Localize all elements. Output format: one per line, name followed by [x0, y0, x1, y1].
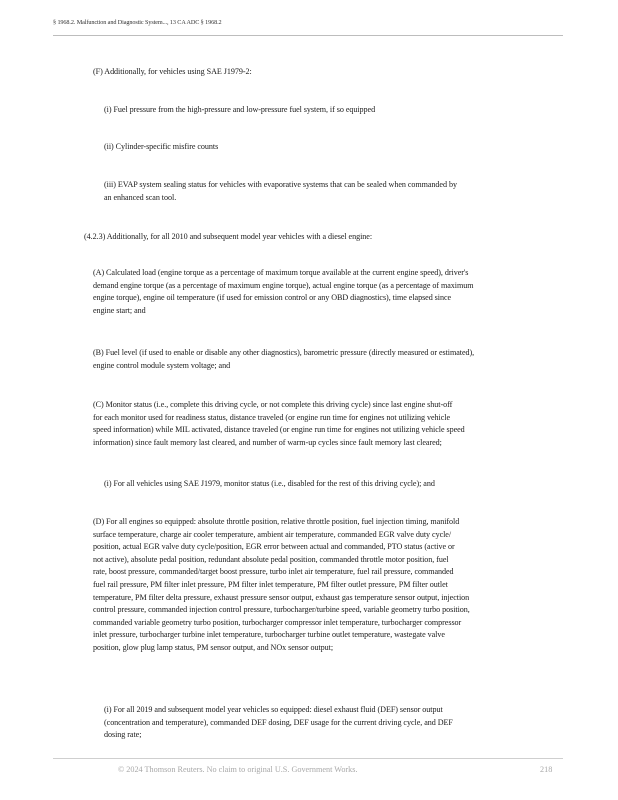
text-line: (ii) Cylinder-specific misfire counts [104, 142, 219, 151]
text-line: (4.2.3) Additionally, for all 2010 and subsequent model year vehicles with a diesel engine: [84, 232, 373, 241]
text-line: for each monitor used for readiness status, distance traveled (or engine run time for engines not utilizing vehicle [93, 412, 451, 422]
text-line: (D) For all engines so equipped: absolute throttle position, relative throttle position, fuel injection timing, manifold [93, 517, 460, 526]
text-line: rate, boost pressure, commanded/target boost pressure, turbo inlet air temperature, fuel rail pressure, commanded [93, 567, 454, 577]
text-line: (B) Fuel level (if used to enable or disable any other diagnostics), barometric pressure (directly measured or estimated), [93, 348, 475, 357]
paragraph-f-iii [104, 179, 457, 204]
text-line: speed information) while MIL activated, distance traveled (or engine run time for engines not utilizing vehicle speed [93, 425, 465, 435]
text-line: inlet pressure, turbocharger turbine inlet temperature, turbocharger turbine outlet temperature, wastegate valve [93, 630, 445, 640]
paragraph-c-monitor-status [93, 399, 465, 449]
text-line: not active), absolute pedal position, redundant absolute pedal position, commanded throttle motor position, fuel [93, 554, 449, 564]
text-line: fuel rail pressure, PM filter inlet pressure, PM filter inlet temperature, PM filter outlet pressure, PM filter outlet [93, 579, 448, 589]
text-line: (concentration and temperature), commanded DEF dosing, DEF usage for the current driving cycle, and DEF [104, 717, 453, 727]
text-line: engine start; and [93, 305, 146, 315]
text-line: position, actual EGR valve duty cycle/position, EGR error between actual and commanded, PTO status (active or [93, 542, 455, 552]
text-line: (i) For all 2019 and subsequent model year vehicles so equipped: diesel exhaust fluid (DEF) sensor output [104, 705, 443, 714]
text-line: (i) For all vehicles using SAE J1979, monitor status (i.e., disabled for the rest of this driving cycle); and [104, 479, 435, 488]
paragraph-f-i [104, 104, 375, 117]
paragraph-4-2-3 [84, 231, 372, 244]
text-line: (C) Monitor status (i.e., complete this driving cycle, or not complete this driving cycle) since last engine shut-off [93, 400, 453, 409]
text-line: (A) Calculated load (engine torque as a percentage of maximum torque available at the current engine speed), driver's [93, 268, 469, 277]
text-line: engine control module system voltage; and [93, 360, 231, 370]
footer-copyright: © 2024 Thomson Reuters. No claim to original U.S. Government Works. [118, 765, 358, 774]
text-line: demand engine torque (as a percentage of maximum engine torque), actual engine torque (as a percentage of maximum [93, 280, 474, 290]
text-line: commanded variable geometry turbo position, turbocharger compressor inlet temperature, turbocharger compressor [93, 617, 462, 627]
paragraph-a-calculated-load [93, 267, 473, 317]
paragraph-b-fuel-level [93, 347, 474, 372]
text-line: an enhanced scan tool. [104, 192, 177, 202]
text-line: (F) Additionally, for vehicles using SAE J1979-2: [93, 67, 252, 76]
text-line: dosing rate; [104, 730, 142, 740]
paragraph-f-ii [104, 141, 218, 154]
text-line: (iii) EVAP system sealing status for vehicles with evaporative systems that can be sealed when commanded by [104, 180, 457, 189]
paragraph-f-sae-j1979-2 [93, 66, 252, 79]
paragraph-c-i [104, 478, 435, 491]
footer-divider [53, 758, 563, 759]
paragraph-d-engines-equipped [93, 516, 470, 655]
page-number: 218 [540, 765, 553, 774]
text-line: (i) Fuel pressure from the high-pressure and low-pressure fuel system, if so equipped [104, 105, 376, 114]
text-line: surface temperature, charge air cooler temperature, ambient air temperature, commanded EGR valve duty cycle/ [93, 529, 452, 539]
text-line: engine torque), engine oil temperature (if used for emission control or any OBD diagnostics), time elapsed since [93, 293, 452, 303]
text-line: control pressure, commanded injection control pressure, turbocharger/turbine speed, variable geometry turbo position, [93, 605, 470, 615]
running-header-citation: § 1968.2. Malfunction and Diagnostic System..., 13 CA ADC § 1968.2 [53, 19, 222, 26]
paragraph-d-i [104, 704, 453, 742]
text-line: temperature, PM filter delta pressure, exhaust pressure sensor output, exhaust gas temperature sensor output, injection [93, 592, 470, 602]
text-line: position, glow plug lamp status, PM sensor output, and NOx sensor output; [93, 642, 334, 652]
text-line: information) since fault memory last cleared, and number of warm-up cycles since fault memory last cleared; [93, 437, 442, 447]
header-divider [53, 35, 563, 36]
